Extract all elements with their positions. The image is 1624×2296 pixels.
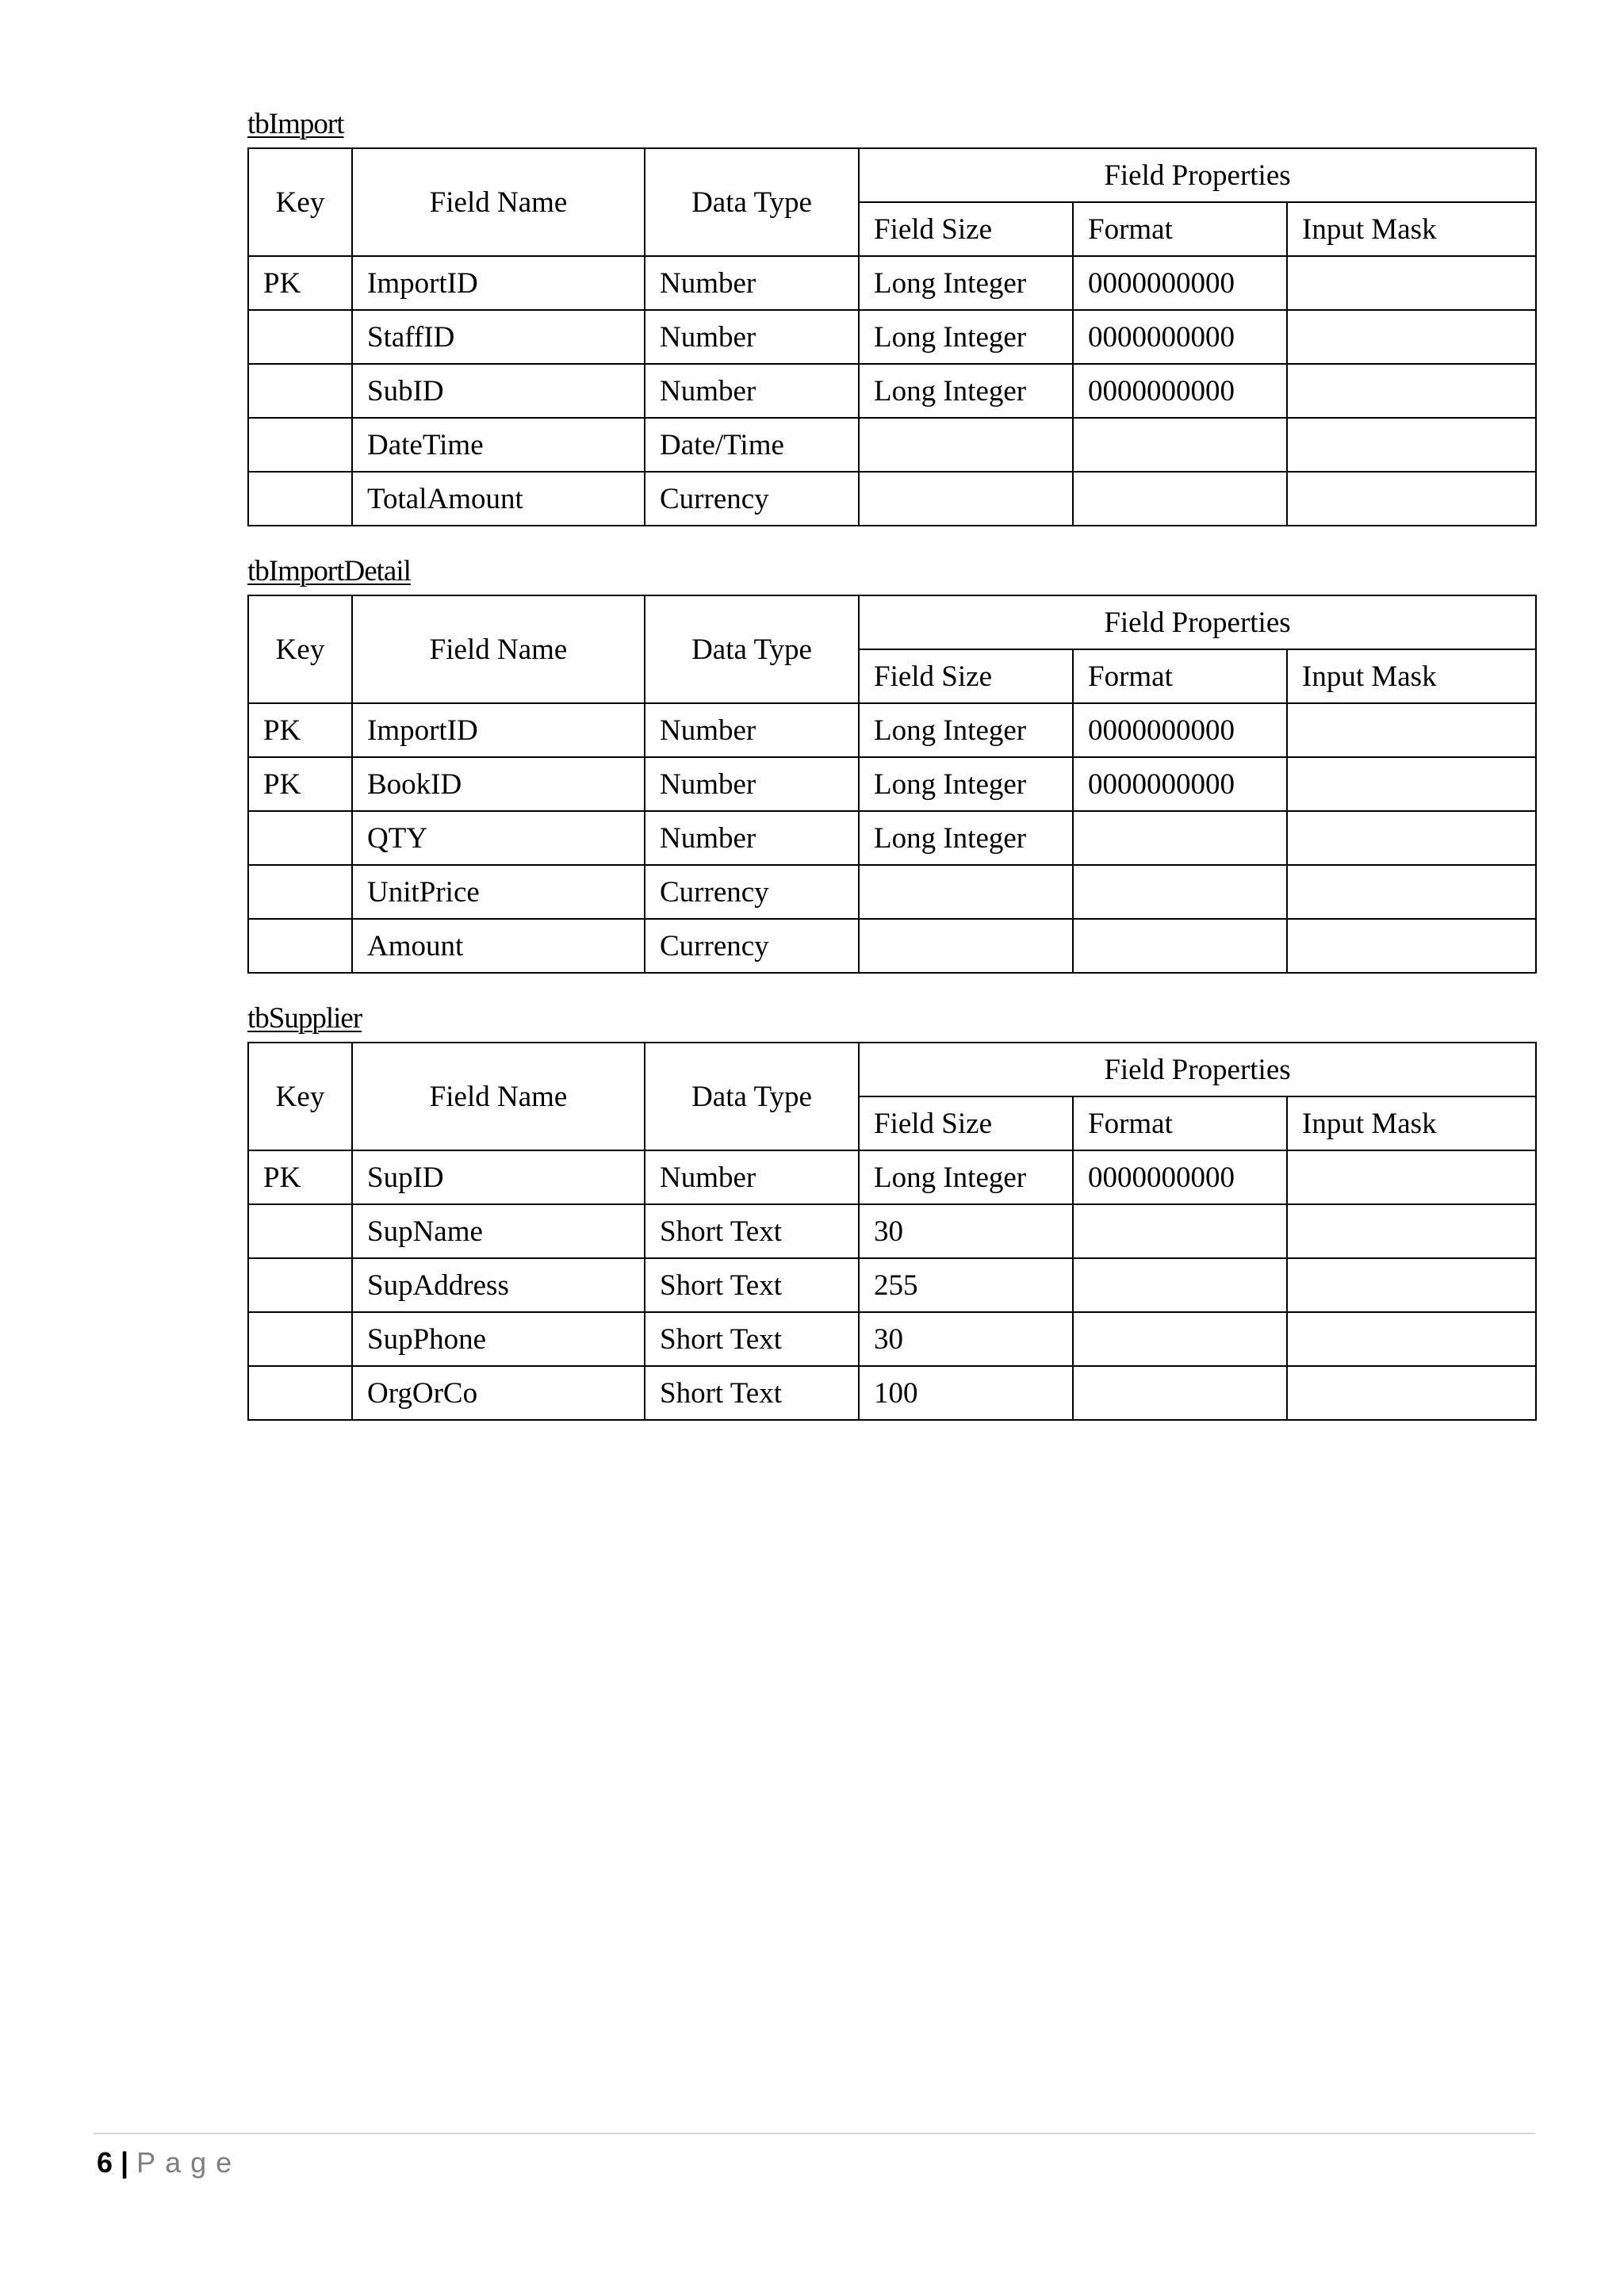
cell-field-size: Long Integer [859,364,1073,418]
table-row [248,364,1536,418]
cell-field-name: Amount [352,919,645,973]
table-row [248,919,1536,973]
footer-separator: | [121,2146,129,2179]
header-format: Format [1073,649,1287,703]
header-field-properties: Field Properties [859,148,1536,202]
cell-key [248,472,352,526]
header-input-mask: Input Mask [1287,202,1536,256]
cell-field-size: Long Integer [859,1150,1073,1204]
page-word: Page [136,2146,242,2179]
cell-field-name: DateTime [352,418,645,472]
cell-field-size: Long Integer [859,757,1073,811]
cell-input-mask [1287,757,1536,811]
field-table [247,147,1537,526]
cell-format [1073,418,1287,472]
cell-key [248,364,352,418]
cell-data-type: Short Text [645,1366,859,1420]
cell-field-size [859,472,1073,526]
header-field-name: Field Name [352,1043,645,1150]
cell-field-name: SupID [352,1150,645,1204]
table-title: tbSupplier [247,1002,362,1035]
cell-field-name: ImportID [352,703,645,757]
cell-field-size [859,919,1073,973]
cell-input-mask [1287,364,1536,418]
cell-format: 0000000000 [1073,703,1287,757]
cell-input-mask [1287,865,1536,919]
cell-data-type: Number [645,256,859,310]
cell-format [1073,472,1287,526]
table-row [248,703,1536,757]
cell-field-size: Long Integer [859,811,1073,865]
cell-field-name: TotalAmount [352,472,645,526]
page-footer [97,2141,241,2185]
table-section-tbimportdetail [247,549,1535,974]
cell-data-type: Currency [645,865,859,919]
cell-format: 0000000000 [1073,310,1287,364]
cell-data-type: Number [645,310,859,364]
table-row [248,757,1536,811]
cell-format: 0000000000 [1073,1150,1287,1204]
field-table [247,595,1537,974]
header-format: Format [1073,202,1287,256]
cell-data-type: Short Text [645,1312,859,1366]
cell-field-size [859,418,1073,472]
cell-format: 0000000000 [1073,757,1287,811]
cell-field-name: StaffID [352,310,645,364]
cell-field-name: UnitPrice [352,865,645,919]
cell-input-mask [1287,919,1536,973]
table-title: tbImport [247,108,344,140]
cell-key: PK [248,703,352,757]
table-section-tbimport [247,101,1535,526]
cell-field-size: 100 [859,1366,1073,1420]
cell-data-type: Number [645,703,859,757]
cell-field-size: 255 [859,1258,1073,1312]
cell-input-mask [1287,1258,1536,1312]
cell-field-size: Long Integer [859,310,1073,364]
page-number: 6 [97,2146,113,2179]
table-row [248,418,1536,472]
cell-input-mask [1287,418,1536,472]
cell-field-name: SupName [352,1204,645,1258]
cell-field-size [859,865,1073,919]
header-field-size: Field Size [859,1096,1073,1150]
header-row [248,595,1536,649]
cell-format [1073,865,1287,919]
cell-field-name: SupAddress [352,1258,645,1312]
table-row [248,472,1536,526]
header-key: Key [248,595,352,703]
cell-format [1073,811,1287,865]
cell-field-name: OrgOrCo [352,1366,645,1420]
cell-input-mask [1287,1366,1536,1420]
cell-key [248,865,352,919]
cell-data-type: Number [645,811,859,865]
header-field-size: Field Size [859,202,1073,256]
cell-input-mask [1287,703,1536,757]
header-field-name: Field Name [352,595,645,703]
cell-input-mask [1287,1312,1536,1366]
header-row [248,1043,1536,1096]
table-row [248,1366,1536,1420]
cell-input-mask [1287,310,1536,364]
header-data-type: Data Type [645,148,859,256]
header-row [248,148,1536,202]
cell-format [1073,1312,1287,1366]
cell-data-type: Date/Time [645,418,859,472]
header-field-name: Field Name [352,148,645,256]
cell-format: 0000000000 [1073,364,1287,418]
cell-field-name: SupPhone [352,1312,645,1366]
cell-key [248,811,352,865]
cell-input-mask [1287,472,1536,526]
cell-format: 0000000000 [1073,256,1287,310]
cell-key [248,919,352,973]
cell-data-type: Currency [645,919,859,973]
table-row [248,1312,1536,1366]
table-section-tbsupplier [247,996,1535,1421]
cell-field-name: QTY [352,811,645,865]
cell-key [248,1204,352,1258]
cell-field-size: 30 [859,1312,1073,1366]
header-data-type: Data Type [645,595,859,703]
cell-input-mask [1287,1150,1536,1204]
header-field-size: Field Size [859,649,1073,703]
cell-format [1073,919,1287,973]
header-data-type: Data Type [645,1043,859,1150]
cell-field-size: Long Integer [859,256,1073,310]
header-key: Key [248,148,352,256]
cell-field-name: ImportID [352,256,645,310]
header-format: Format [1073,1096,1287,1150]
cell-field-name: BookID [352,757,645,811]
table-row [248,811,1536,865]
cell-key [248,1366,352,1420]
field-table [247,1042,1537,1421]
cell-key [248,418,352,472]
cell-data-type: Number [645,364,859,418]
header-key: Key [248,1043,352,1150]
footer-divider [94,2133,1535,2134]
header-input-mask: Input Mask [1287,1096,1536,1150]
cell-data-type: Short Text [645,1258,859,1312]
cell-data-type: Number [645,757,859,811]
cell-format [1073,1204,1287,1258]
table-row [248,865,1536,919]
cell-key: PK [248,256,352,310]
table-row [248,1204,1536,1258]
cell-input-mask [1287,811,1536,865]
table-row [248,1150,1536,1204]
cell-field-size: 30 [859,1204,1073,1258]
table-row [248,256,1536,310]
cell-field-name: SubID [352,364,645,418]
cell-key [248,1312,352,1366]
table-title: tbImportDetail [247,555,411,587]
table-row [248,1258,1536,1312]
cell-field-size: Long Integer [859,703,1073,757]
header-field-properties: Field Properties [859,1043,1536,1096]
header-input-mask: Input Mask [1287,649,1536,703]
cell-data-type: Number [645,1150,859,1204]
cell-input-mask [1287,256,1536,310]
cell-format [1073,1258,1287,1312]
cell-key [248,1258,352,1312]
cell-key [248,310,352,364]
table-row [248,310,1536,364]
cell-format [1073,1366,1287,1420]
cell-data-type: Short Text [645,1204,859,1258]
cell-data-type: Currency [645,472,859,526]
cell-key: PK [248,1150,352,1204]
header-field-properties: Field Properties [859,595,1536,649]
cell-key: PK [248,757,352,811]
cell-input-mask [1287,1204,1536,1258]
